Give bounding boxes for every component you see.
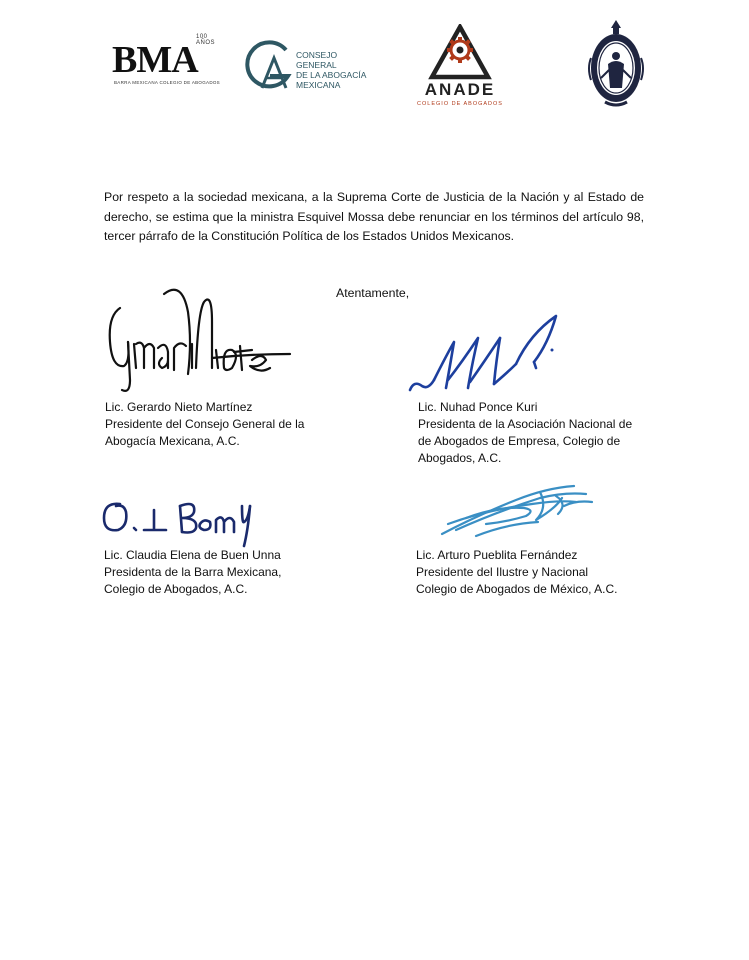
anade-triangle-icon (428, 24, 492, 80)
signatory-title-line: Colegio de Abogados de México, A.C. (416, 582, 618, 596)
signatory-title-line: de Abogados de Empresa, Colegio de (418, 434, 621, 448)
anade-logo-text: ANADE (424, 80, 496, 99)
signature-gerardo-nieto (100, 282, 295, 412)
signatory-block-pueblita (416, 547, 617, 598)
cgam-line-1: CONSEJO GENERAL (296, 50, 338, 70)
bma-logo (112, 36, 222, 91)
signature-claudia-de-buen (98, 490, 258, 550)
signatory-title-line: Presidenta de la Barra Mexicana, (104, 565, 282, 579)
cgam-emblem-icon (240, 36, 298, 94)
signatory-block-nieto (105, 399, 304, 450)
signatory-block-de-buen (104, 547, 281, 598)
signatory-title-line: Abogados, A.C. (418, 451, 502, 465)
signatory-name: Lic. Arturo Pueblita Fernández (416, 548, 578, 562)
cgam-line-3: MEXICANA (296, 80, 341, 90)
signatory-title-line: Colegio de Abogados, A.C. (104, 582, 248, 596)
statement-paragraph: Por respeto a la sociedad mexicana, a la Suprema Corte de Justicia de la Nación y al Estado de derecho, se estima que la ministra Esquivel Mossa debe renunciar en los términos del artículo 98, tercer párrafo de la Constitución Política de los Estados Unidos Mexicanos. (104, 190, 644, 244)
cgam-logo-text (296, 50, 380, 90)
closing-salutation: Atentamente, (336, 286, 410, 300)
bma-tagline: BARRA MEXICANA COLEGIO DE ABOGADOS (114, 80, 220, 85)
signatory-name: Lic. Claudia Elena de Buen Unna (104, 548, 281, 562)
signature-nuhad-ponce (404, 310, 564, 400)
signatory-name: Lic. Nuhad Ponce Kuri (418, 400, 538, 414)
institutional-seal-icon (587, 18, 645, 110)
cgam-logo (240, 36, 380, 94)
signatory-title-line: Presidenta de la Asociación Nacional de (418, 417, 633, 431)
bma-anniversary-badge: 100 AÑOS (196, 34, 216, 46)
anade-subtitle: COLEGIO DE ABOGADOS (417, 101, 503, 107)
signatory-name: Lic. Gerardo Nieto Martínez (105, 400, 253, 414)
cgam-line-2: DE LA ABOGACÍA (296, 70, 367, 80)
anade-logo (414, 24, 506, 106)
signatory-title-line: Abogacía Mexicana, A.C. (105, 434, 240, 448)
signature-arturo-pueblita (436, 480, 596, 544)
signatory-title-line: Presidente del Ilustre y Nacional (416, 565, 589, 579)
bma-logo-text: BMA (112, 39, 198, 81)
signatory-title-line: Presidente del Consejo General de la (105, 417, 305, 431)
signatory-block-ponce (418, 399, 632, 467)
